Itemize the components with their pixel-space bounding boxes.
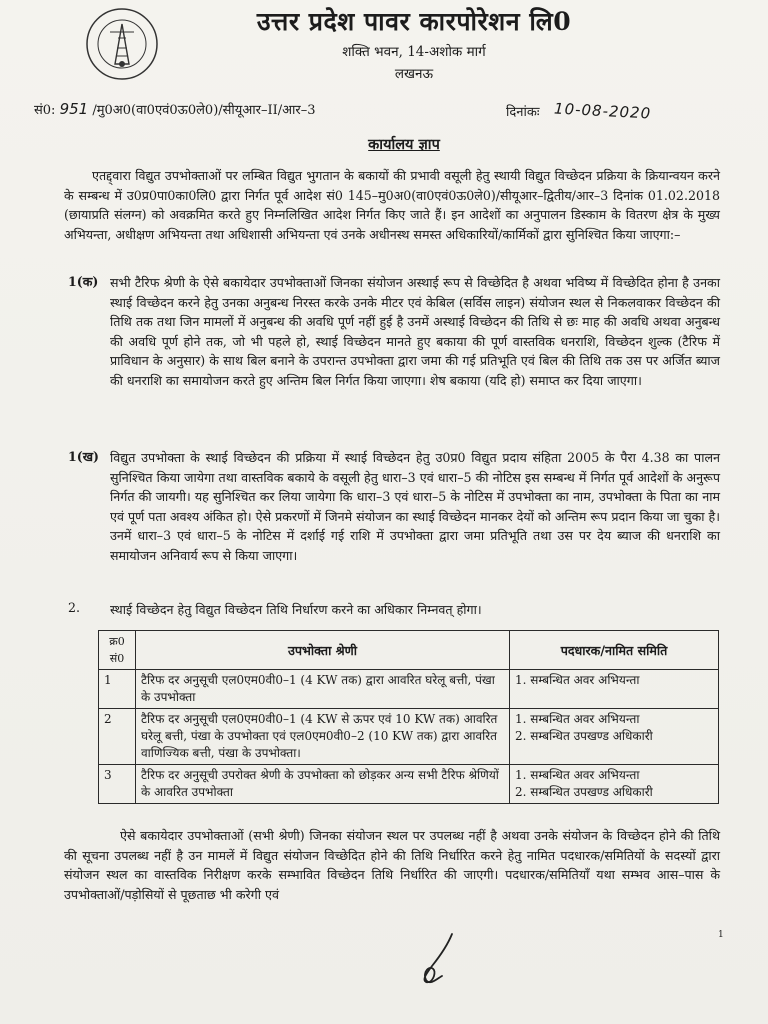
table-header-serial: क्र0 सं0 [99,631,136,670]
reference-handwritten-number: 951 [59,100,89,118]
authority-line: 2. सम्बन्धित उपखण्ड अधिकारी [515,729,653,743]
table-cell-serial: 1 [99,670,136,709]
organization-city: लखनऊ [394,66,434,82]
section-paragraph: स्थाई विच्छेदन हेतु विद्युत विच्छेदन तिथि निर्धारण करने का अधिकार निम्नवत् होगा। [110,602,482,617]
section-label: 2. [68,600,81,615]
section-paragraph: सभी टैरिफ श्रेणी के ऐसे बकायेदार उपभोक्ताओं जिनका संयोजन अस्थाई रूप से विच्छेदित है अथवा भविष्य में विच्छेदित होना है उनका स्थाई विच्छेदन करने हेतु उनका अनुबन्ध निरस्त करके उनके मीटर एवं केबिल (सर्विस लाइन) संयोजन स्थल से निकलवाकर विच्छेदन की तिथि तक तथा जिन मामलों में अनुबन्ध की अवधि पूर्ण नहीं हुई है उनमें अस्थाई विच्छेदन की तिथि से छः माह की अवधि अथवा अनुबन्ध की अवधि पूर्ण होने तक, जो भी पहले हो, स्थाई विच्छेदन मानते हुए बकाया की पूर्ण वास्तविक धनराशि, विच्छेदन शुल्क (टैरिफ में प्राविधान के अनुसार) के साथ बिल बनाने के उपरान्त उपभोक्ता द्वारा जमा की गई प्रतिभूति एवं बिल की तिथि तक उस पर अर्जित ब्याज की धनराशि का समायोजन करते हुए अन्तिम बिल निर्गत किया जाएगा। शेष बकाया (यदि हो) समाप्त कर दिया जाएगा। [110,275,720,388]
table-cell-authority [510,670,719,709]
organization-name: उत्तर प्रदेश पावर कारपोरेशन लि0 [256,7,572,36]
document-date [506,99,652,123]
section-paragraph: विद्युत उपभोक्ता के स्थाई विच्छेदन की प्रक्रिया में स्थाई विच्छेदन हेतु उ0प्र0 विद्युत प्रदाय संहिता 2005 के पैरा 4.38 का पालन सुनिश्चित किया जायेगा तथा वास्तविक बकाये के वसूली हेतु धारा–3 एवं धारा–5 की नोटिस इस सम्बन्ध में निर्गत पूर्व आदेशों के अनुरूप निर्गत की जायगी। यह सुनिश्चित कर लिया जायेगा कि धारा–3 एवं धारा–5 के नोटिस में उपभोक्ता का नाम, उपभोक्ता के पिता का नाम एवं पूर्ण पता अवश्य अंकित हो। ऐसे प्रकरणों में जिनमे संयोजन का स्थाई विच्छेदन मानकर देयों को अन्तिम रूप प्रदान किया जा चुका है। उनमें धारा–3 एवं धारा–5 के नोटिस में दर्शाई गई राशि में उपभोक्ता द्वारा जमा प्रतिभूति तथा उस पर देय ब्याज की धनराशि का समायोजन अनिवार्य रूप से किया जाएगा। [110,450,720,563]
authority-line: 1. सम्बन्धित अवर अभियन्ता [515,768,640,782]
organization-address: शक्ति भवन, 14-अशोक मार्ग [342,44,486,60]
reference-prefix: सं0: [34,103,56,118]
authority-table [98,630,719,804]
table-cell-authority [510,765,719,804]
table-header-authority: पदधारक/नामित समिति [510,631,719,670]
section-label: 1(क) [68,274,99,289]
signature-icon [404,930,474,990]
reference-suffix: /मु0अ0(वा0एवं0ऊ0ले0)/सीयूआर–II/आर–3 [92,103,316,118]
reference-number [34,100,315,118]
authority-line: 1. सम्बन्धित अवर अभियन्ता [515,673,640,687]
authority-line: 1. सम्बन्धित अवर अभियन्ता [515,712,640,726]
table-cell-category: टैरिफ दर अनुसूची एल0एम0वी0–1 (4 KW से ऊपर एवं 10 KW तक) आवरित घरेलू बत्ती, पंखा के उपभोक्ता एवं एल0एम0वी0–2 (10 KW तक) द्वारा आवरित वाणिज्यिक बत्ती, पंखा के उपभोक्ता। [136,709,510,765]
closing-paragraph: ऐसे बकायेदार उपभोक्ताओं (सभी श्रेणी) जिनका संयोजन स्थल पर उपलब्ध नहीं है अथवा उनके संयोजन के विच्छेदन होने की तिथि की सूचना उपलब्ध नहीं है उन मामलें में विद्युत संयोजन विच्छेदित होने की तिथि निर्धारित करने हेतु नामित पदधारक/समितियों के सदस्यों द्वारा संयोजन स्थल का वास्तविक निरीक्षण करके सम्भावित विच्छेदन तिथि निर्धारित की जाएगी। पदधारक/समितियाँ यथा सम्भव आस–पास के उपभोक्ताओं/पड़ोसियों से पूछताछ भी करेगी एवं [64,828,720,902]
date-label: दिनांकः [506,105,540,120]
page-number: 1 [718,930,724,940]
table-header-category: उपभोक्ता श्रेणी [136,631,510,670]
section-label: 1(ख) [68,449,99,464]
table-row [99,765,719,804]
table-cell-category: टैरिफ दर अनुसूची उपरोक्त श्रेणी के उपभोक्ता को छोड़कर अन्य सभी टैरिफ श्रेणियों के आवरित उपभोक्ता [136,765,510,804]
office-memo-title: कार्यालय ज्ञाप [368,136,440,153]
table-header-row [99,631,719,670]
table-cell-category: टैरिफ दर अनुसूची एल0एम0वी0–1 (4 KW तक) द्वारा आवरित घरेलू बत्ती, पंखा के उपभोक्ता [136,670,510,709]
table-cell-serial: 3 [99,765,136,804]
table-cell-serial: 2 [99,709,136,765]
table-cell-authority [510,709,719,765]
intro-paragraph: एतद्द्वारा विद्युत उपभोक्ताओं पर लम्बित विद्युत भुगतान के बकायों की प्रभावी वसूली हेतु स्थायी विद्युत विच्छेदन प्रक्रिया के क्रियान्वयन करने के सम्बन्ध में उ0प्र0पा0का0लि0 द्वारा निर्गत पूर्व आदेश सं0 145–मु0अ0(वा0एवं0ऊ0ले0)/सीयूआर–द्वितीय/आर–3 दिनांक 01.02.2018 (छायाप्रति संलग्न) को अवक्रमित करते हुए निम्नलिखित आदेश निर्गत किए जाते हैं। इन आदेशों का अनुपालन डिस्काम के वितरण क्षेत्र के मुख्य अभियन्ता, अधीक्षण अभियन्ता तथा अधिशासी अभियन्ता एवं उनके अधीनस्थ समस्त अधिकारियों/कार्मिकों द्वारा सुनिश्चित किया जाएगा:– [64,168,720,242]
date-handwritten-value: 10-08-2020 [553,99,652,123]
authority-line: 2. सम्बन्धित उपखण्ड अधिकारी [515,785,653,799]
table-row [99,709,719,765]
table-row [99,670,719,709]
